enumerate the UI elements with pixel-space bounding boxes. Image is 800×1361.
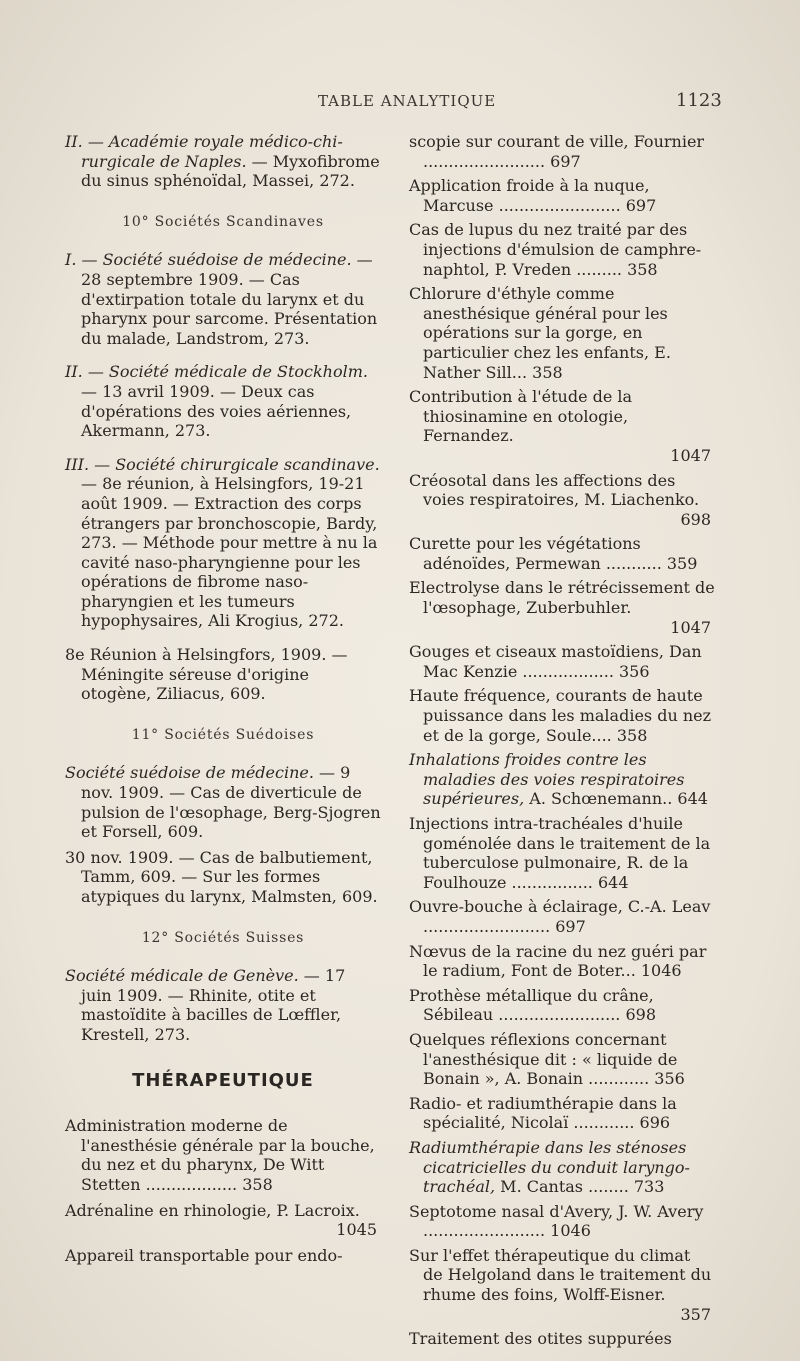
index-entry: Injections intra-trachéales d'huile goménolée dans le traitement de la tuberculose pulmonaire, R. de la Foulhouze ................ 644 bbox=[409, 814, 711, 892]
right-column bbox=[409, 132, 715, 1354]
index-entry: 30 nov. 1909. — Cas de balbutiement, Tamm, 609. — Sur les formes atypiques du larynx, Malmsten, 609. bbox=[65, 847, 378, 906]
section-heading: 11° Sociétés Suédoises bbox=[131, 726, 315, 743]
running-title: TABLE ANALYTIQUE bbox=[318, 92, 497, 110]
entry-text: A. Schœnemann.. 644 bbox=[524, 789, 708, 809]
index-entry: Septotome nasal d'Avery, J. W. Avery ........................ 1046 bbox=[409, 1201, 704, 1241]
index-entry: Administration moderne de l'anesthésie générale par la bouche, du nez et du pharynx, De Witt Stetten .................. 358 bbox=[65, 1116, 375, 1194]
index-entry: Sur l'effet thérapeutique du climat de Helgoland dans le traitement du rhume des foins, Wolff-Eisner. bbox=[409, 1245, 712, 1305]
index-entry: Electrolyse dans le rétrécissement de l'œsophage, Zuberbuhler. bbox=[409, 578, 715, 618]
entry-text: — 28 septembre 1909. — Cas d'extirpation totale du larynx et du pharynx pour sarcome. Présentation du malade, Landstrom, 273. bbox=[81, 250, 378, 348]
index-entry: scopie sur courant de ville, Fournier ........................ 697 bbox=[409, 132, 705, 171]
index-entry bbox=[65, 763, 381, 841]
entry-heading: Inhalations froides contre les maladies des voies respiratoires supérieures, bbox=[409, 750, 685, 809]
index-entry: Gouges et ciseaux mastoïdiens, Dan Mac Kenzie .................. 356 bbox=[409, 642, 702, 681]
index-entry: Ouvre-bouche à éclairage, C.-A. Leav ......................... 697 bbox=[409, 897, 711, 936]
page-header bbox=[0, 88, 800, 118]
index-entry bbox=[65, 966, 381, 1044]
entry-page-number: 1047 bbox=[670, 445, 711, 465]
entry-page-number: 1047 bbox=[670, 617, 711, 637]
entry-page-number: 698 bbox=[680, 509, 711, 529]
entry-page-number: 357 bbox=[680, 1304, 711, 1324]
index-entry: Cas de lupus du nez traité par des injections d'émulsion de camphre-naphtol, P. Vreden ......... 358 bbox=[409, 220, 702, 279]
entry-text: — 9 nov. 1909. — Cas de diverticule de pulsion de l'œsophage, Berg-Sjogren et Forsell, 609. bbox=[81, 763, 381, 842]
entry-heading: II. — Académie royale médico-chi-rurgicale de Naples. bbox=[65, 132, 343, 171]
section-heading: 10° Sociétés Scandinaves bbox=[122, 213, 324, 230]
index-entry bbox=[409, 750, 715, 809]
index-entry: Radio- et radiumthérapie dans la spécialité, Nicolaï ............ 696 bbox=[409, 1093, 677, 1133]
index-entry: Traitement des otites suppurées bbox=[409, 1329, 672, 1349]
index-entry: Adrénaline en rhinologie, P. Lacroix. bbox=[65, 1200, 360, 1220]
section-heading: 12° Sociétés Suisses bbox=[141, 929, 305, 946]
index-entry: Quelques réflexions concernant l'anesthésique dit : « liquide de Bonain », A. Bonain ............ 356 bbox=[409, 1029, 685, 1089]
index-entry bbox=[65, 362, 381, 440]
index-entry bbox=[65, 455, 381, 631]
index-entry: Contribution à l'étude de la thiosinamine en otologie, Fernandez. bbox=[409, 387, 633, 446]
index-entry bbox=[409, 1138, 715, 1197]
entry-text: — Myxofibrome du sinus sphénoïdal, Massei, 272. bbox=[81, 151, 380, 191]
left-column bbox=[65, 132, 381, 1271]
index-entry: Créosotal dans les affections des voies respiratoires, M. Liachenko. bbox=[409, 470, 700, 510]
index-entry: 8e Réunion à Helsingfors, 1909. — Méningite séreuse d'origine otogène, Ziliacus, 609. bbox=[65, 645, 348, 704]
entry-heading: III. — Société chirurgicale scandinave. bbox=[65, 454, 380, 474]
page-number: 1123 bbox=[676, 90, 722, 111]
entry-heading: Radiumthérapie dans les sténoses cicatricielles du conduit laryngo-trachéal, bbox=[409, 1137, 690, 1197]
entry-text: — 17 juin 1909. — Rhinite, otite et mastoïdite à bacilles de Lœffler, Krestell, 273. bbox=[81, 966, 346, 1044]
entry-text: — 13 avril 1909. — Deux cas d'opérations des voies aériennes, Akermann, 273. bbox=[81, 381, 352, 441]
index-entry bbox=[65, 132, 381, 191]
entry-heading: I. — Société suédoise de médecine. bbox=[65, 250, 352, 270]
index-entry: Haute fréquence, courants de haute puissance dans les maladies du nez et de la gorge, Soule.... 358 bbox=[409, 686, 712, 745]
entry-text: — 8e réunion, à Helsingfors, 19-21 août 1909. — Extraction des corps étrangers par bronchoscopie, Bardy, 273. — Méthode pour mettre à nu la cavité naso-pharyngienne pour les opérations de fibrome naso-pharyngien et les tumeurs hypophysaires, Ali Krogius, 272. bbox=[81, 474, 378, 631]
entry-text: M. Cantas ........ 733 bbox=[495, 1177, 665, 1197]
entry-heading: II. — Société médicale de Stockholm. bbox=[65, 362, 368, 382]
index-entry bbox=[65, 250, 381, 348]
therapeutique-heading: THÉRAPEUTIQUE bbox=[132, 1069, 314, 1091]
entry-heading: Société suédoise de médecine. bbox=[65, 763, 314, 783]
index-entry: Nœvus de la racine du nez guéri par le radium, Font de Boter... 1046 bbox=[409, 941, 707, 981]
index-entry: Appareil transportable pour endo- bbox=[65, 1245, 343, 1265]
index-entry: Application froide à la nuque, Marcuse ........................ 697 bbox=[409, 176, 657, 215]
entry-heading: Société médicale de Genève. bbox=[65, 966, 299, 986]
index-entry: Prothèse métallique du crâne, Sébileau ........................ 698 bbox=[409, 985, 656, 1025]
entry-page-number: 1045 bbox=[336, 1220, 377, 1240]
index-entry: Curette pour les végétations adénoïdes, Permewan ........... 359 bbox=[409, 534, 698, 573]
index-entry: Chlorure d'éthyle comme anesthésique général pour les opérations sur la gorge, en particulier chez les enfants, E. Nather Sill... 358 bbox=[409, 284, 671, 382]
